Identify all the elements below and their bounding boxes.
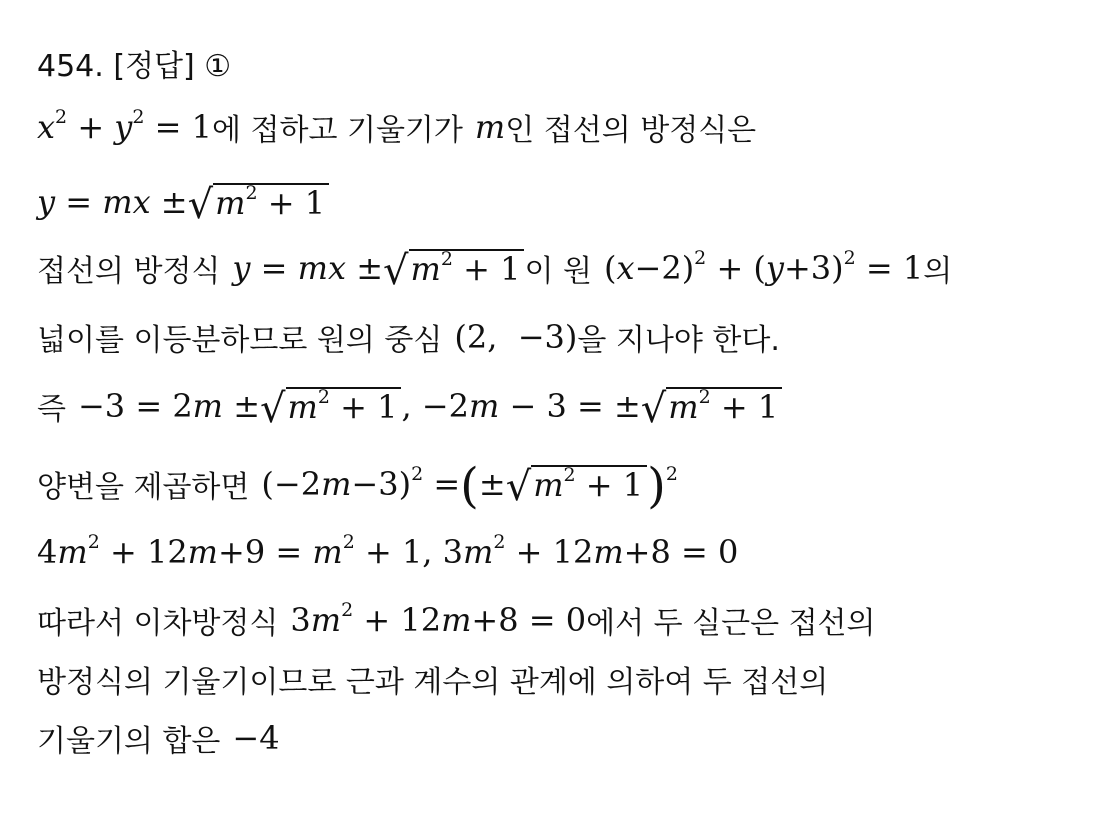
text-tangent-equation: 접선의 방정식 xyxy=(37,254,221,289)
squared-left: $(-2m-3)^2$ = xyxy=(261,463,461,503)
left-paren: ( xyxy=(460,458,479,514)
rearranged-equation: , −2m − 3 = ± xyxy=(401,387,641,425)
answer-label: 454. [정답] ① xyxy=(37,49,232,84)
circle-equation: $x^2 + y^2 = 1$ xyxy=(37,106,212,146)
line-bisect-condition xyxy=(37,240,952,296)
sqrt-expression-3: √ $m^2 + 1$ xyxy=(260,386,401,426)
slope-variable: m xyxy=(474,108,506,146)
text-two-real-roots: 에서 두 실근은 접선의 xyxy=(586,606,876,641)
text-namely: 즉 xyxy=(37,392,66,427)
line-sum-of-slopes xyxy=(37,710,280,766)
tangent-formula-2: y = mx ± xyxy=(232,249,384,287)
text-therefore-quadratic: 따라서 이차방정식 xyxy=(37,606,279,641)
line-tangent-formula xyxy=(37,174,329,230)
sqrt-expression-5: √ $m^2 + 1$ xyxy=(506,464,647,504)
sqrt-expression-4: √ $m^2 + 1$ xyxy=(641,386,782,426)
tangent-formula: y = mx ± xyxy=(37,183,188,221)
text-square-both-sides: 양변을 제곱하면 xyxy=(37,470,250,505)
text-tangent-equation-is: 인 접선의 방정식은 xyxy=(505,113,757,148)
text-vieta: 방정식의 기울기이므로 근과 계수의 관계에 의하여 두 접선의 xyxy=(37,665,829,700)
text-sum-of-slopes: 기울기의 합은 xyxy=(37,724,221,759)
text-area-bisect: 넓이를 이등분하므로 원의 중심 xyxy=(37,323,443,358)
text-must-pass: 을 지나야 한다. xyxy=(577,323,780,358)
line-quadratic-roots xyxy=(37,592,876,648)
second-circle-equation: $(x-2)^2 + (y+3)^2 = 1$ xyxy=(603,247,924,287)
text-tangent-slope: 에 접하고 기울기가 xyxy=(211,113,463,148)
plus-minus: ± xyxy=(478,465,506,503)
outer-square: 2 xyxy=(665,463,678,485)
right-paren: ) xyxy=(647,458,666,514)
line-substitution xyxy=(37,378,782,434)
line-squaring xyxy=(37,456,678,512)
final-answer: −4 xyxy=(232,719,280,757)
line-tangent-condition xyxy=(37,99,756,155)
circle-center: (2, −3) xyxy=(454,318,578,356)
answer-header xyxy=(37,35,231,91)
line-center-condition xyxy=(37,309,780,365)
line-quadratic xyxy=(37,524,738,580)
line-vieta xyxy=(37,651,828,707)
text-of: 의 xyxy=(923,254,953,289)
quadratic-equation: $3m^2 + 12m+8 = 0$ xyxy=(290,599,587,639)
sqrt-expression-2: √ $m^2 + 1$ xyxy=(383,248,524,288)
expanded-equation: $4m^2 + 12m+9 = m^2 + 1$, $3m^2 + 12m+8 = 0$ xyxy=(37,531,739,571)
sqrt-expression: √ $m^2 + 1$ xyxy=(188,182,329,222)
substituted-equation: −3 = 2m ± xyxy=(77,387,260,425)
text-circle: 이 원 xyxy=(524,254,592,289)
